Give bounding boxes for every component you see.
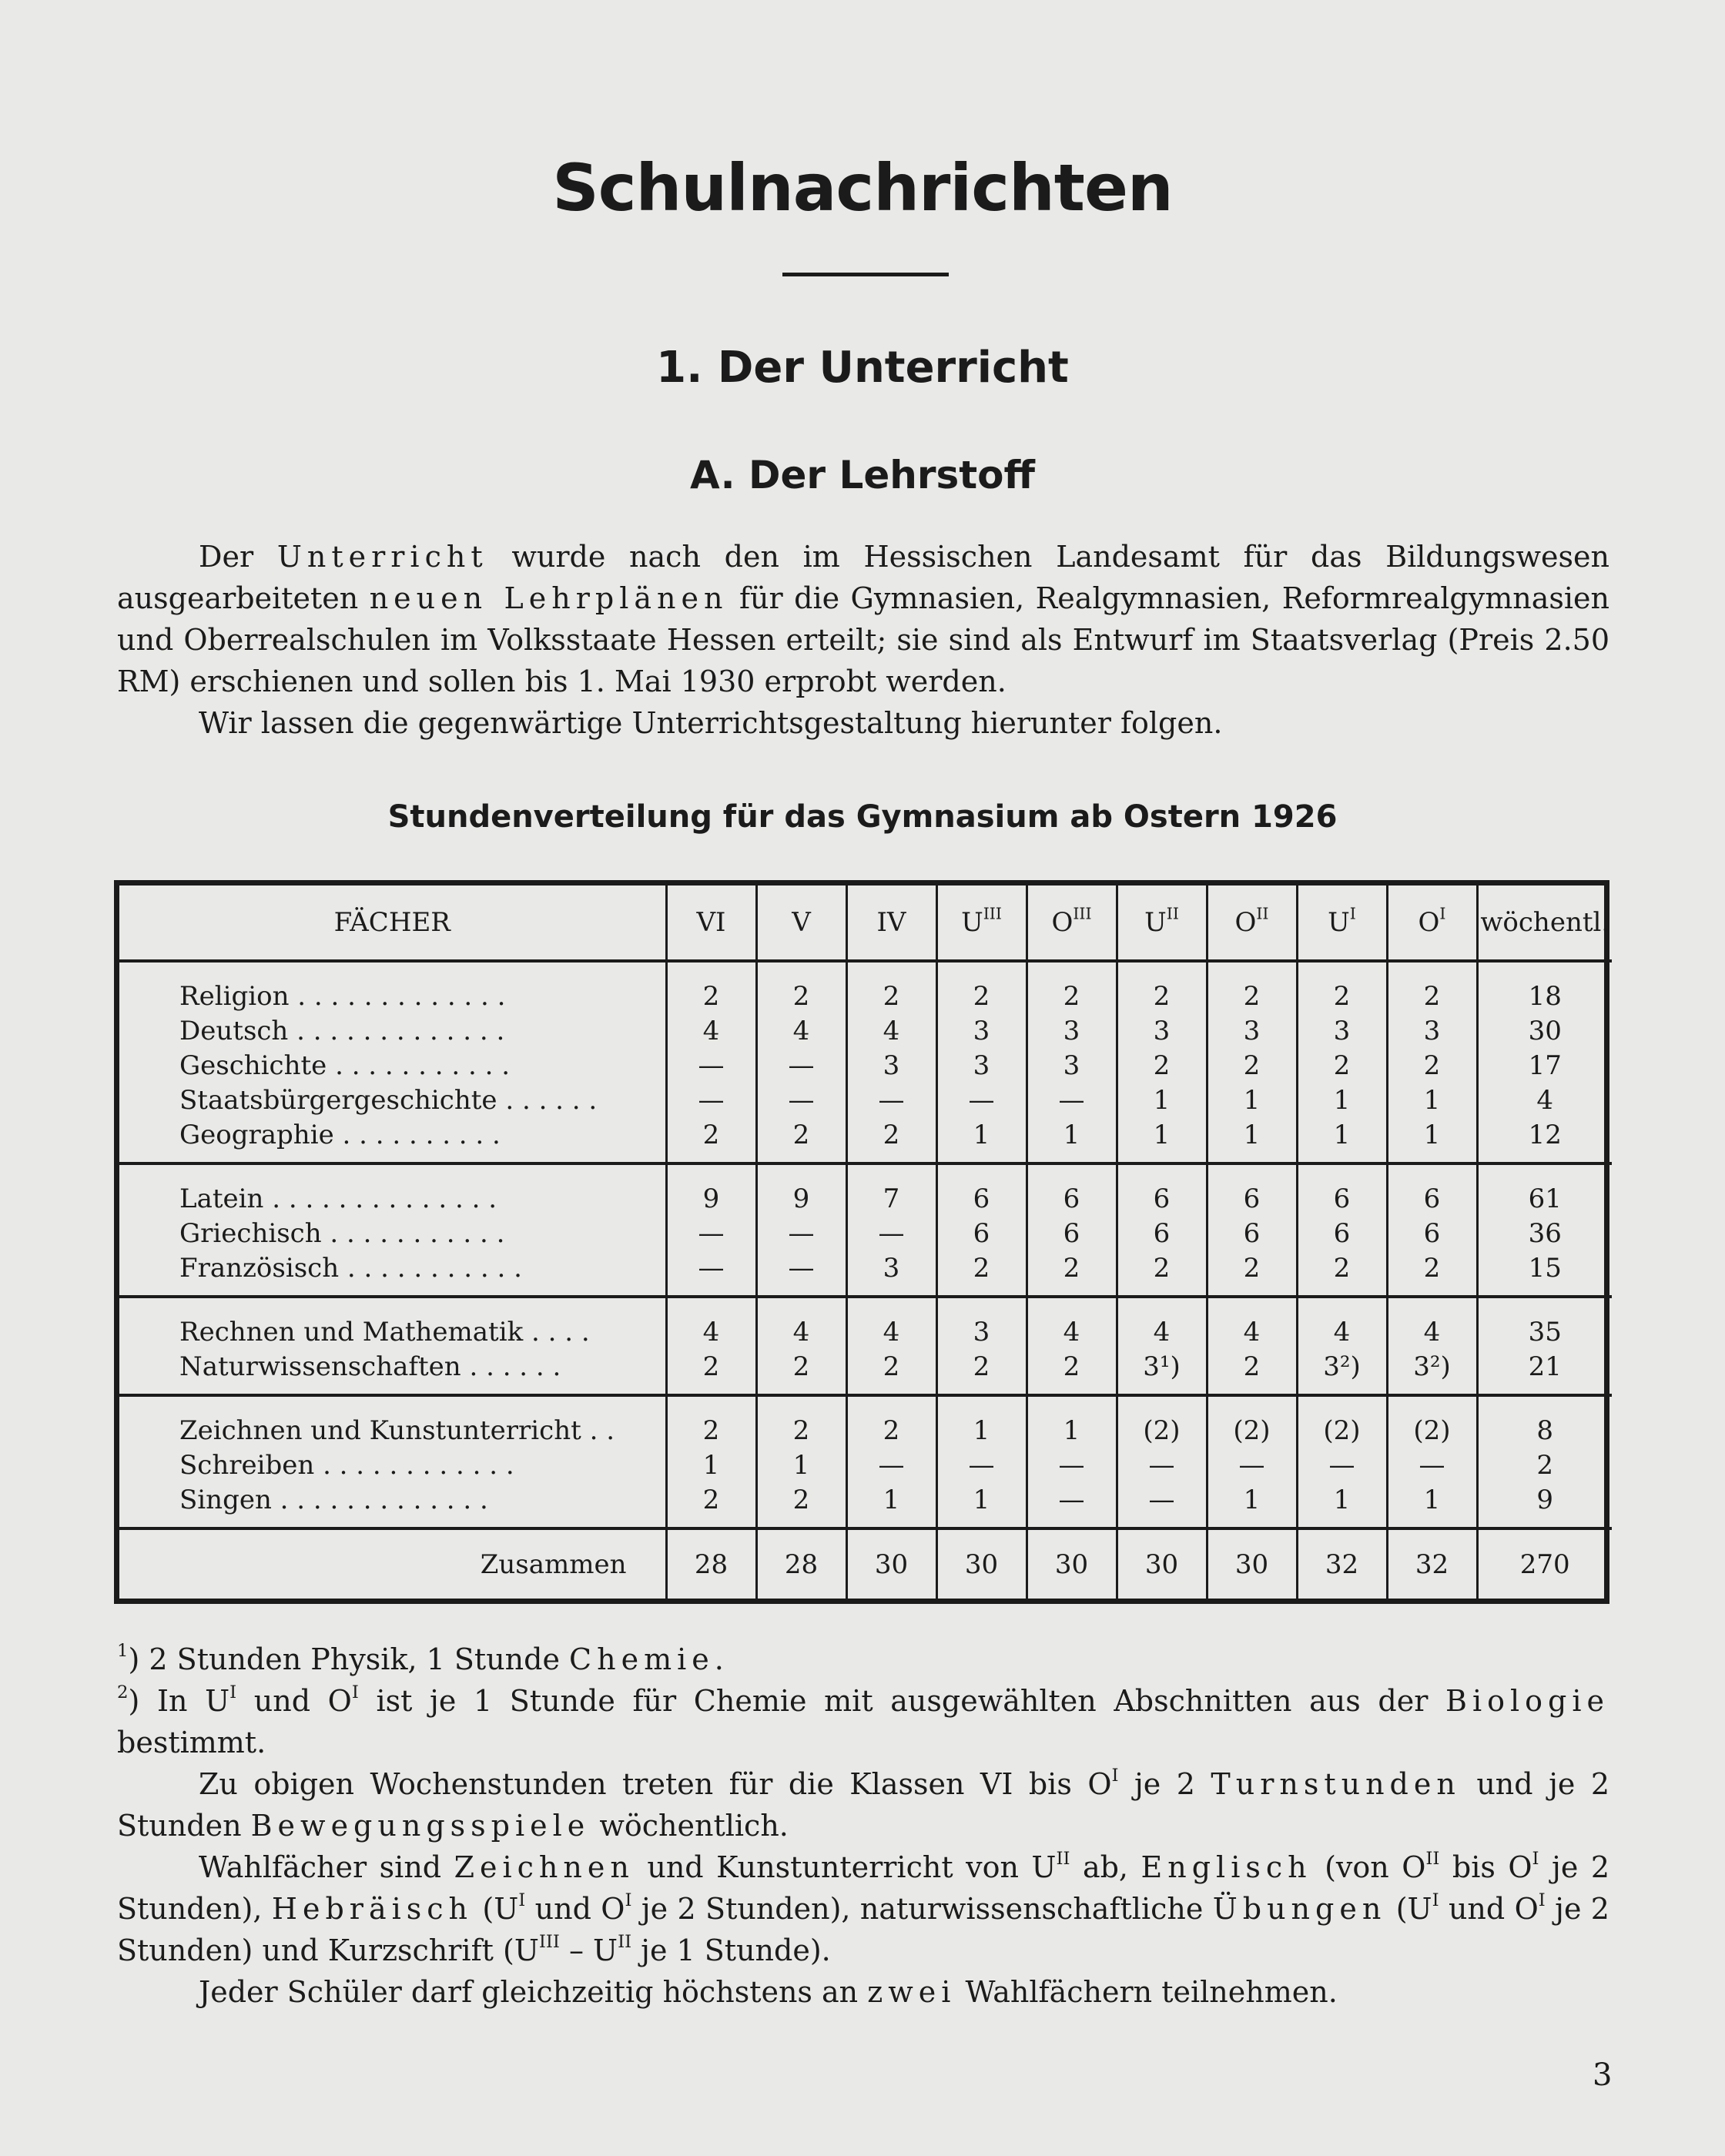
hours-value: 2 — [1423, 1253, 1441, 1284]
hours-column — [1207, 1395, 1297, 1528]
hours-column — [846, 961, 936, 1163]
intro-paragraph-2: Wir lassen die gegenwärtige Unterrichtsgestaltung hierunter folgen. — [199, 706, 1223, 740]
subject-cell — [119, 1297, 666, 1395]
hours-value: 3 — [883, 1253, 900, 1284]
hours-value: 2 — [1423, 1050, 1441, 1081]
weekly-total: 8 — [1536, 1415, 1554, 1446]
class-total: 30 — [846, 1528, 936, 1599]
hours-value: (2) — [1233, 1415, 1271, 1446]
hours-value: 1 — [792, 1450, 810, 1481]
weekly-total: 12 — [1528, 1120, 1562, 1150]
hours-column — [936, 961, 1027, 1163]
hours-value: 4 — [1153, 1317, 1171, 1348]
hours-value: — — [788, 1218, 815, 1249]
paragraph-turnstunden: Zu obigen Wochenstunden treten für die Klassen VI bis $O^I$ je 2 Turnstunden und je 2 Stunden Bewegungsspiele wöchentlich. — [117, 1765, 1609, 1843]
weekly-total: 30 — [1528, 1016, 1562, 1046]
hours-value: 2 — [1063, 981, 1080, 1012]
hours-column — [936, 1395, 1027, 1528]
hours-value: 6 — [1153, 1183, 1171, 1214]
hours-value: — — [878, 1450, 905, 1481]
hours-value: (2) — [1413, 1415, 1451, 1446]
hours-value: 2 — [1153, 981, 1171, 1012]
hours-value: 2 — [883, 1351, 900, 1382]
class-total: 32 — [1387, 1528, 1477, 1599]
hours-value: 6 — [973, 1183, 990, 1214]
class-header: $O^{II}$ — [1207, 886, 1297, 961]
table-title: Stundenverteilung für das Gymnasium ab Ostern 1926 — [387, 799, 1338, 835]
subject-name: Griechisch . . . . . . . . . . . — [179, 1218, 505, 1249]
total-label: Zusammen — [480, 1549, 627, 1580]
weekly-total: 4 — [1536, 1085, 1554, 1116]
hours-value: (2) — [1143, 1415, 1181, 1446]
class-header: V — [756, 886, 846, 961]
subject-group — [119, 961, 1612, 1163]
hours-value: 4 — [1333, 1317, 1351, 1348]
hours-value: — — [1058, 1485, 1085, 1515]
page-title: Schulnachrichten — [552, 150, 1173, 226]
hours-column — [756, 1395, 846, 1528]
subject-name: Zeichnen und Kunstunterricht . . — [179, 1415, 615, 1446]
title-divider — [782, 273, 949, 276]
hours-value: 2 — [1423, 981, 1441, 1012]
hours-value: 2 — [1243, 1351, 1261, 1382]
footnote-1: $^1$) 2 Stunden Physik, 1 Stunde Chemie. — [117, 1640, 724, 1676]
hours-value: 2 — [702, 1415, 720, 1446]
hours-value: 1 — [1063, 1120, 1080, 1150]
hours-column — [846, 1297, 936, 1395]
hours-value: 1 — [1423, 1085, 1441, 1116]
hours-value: 2 — [1153, 1050, 1171, 1081]
class-total: 30 — [1117, 1528, 1207, 1599]
class-header: $U^{III}$ — [936, 886, 1027, 961]
hours-column — [1027, 1163, 1117, 1297]
hours-value: 3²) — [1323, 1351, 1361, 1382]
footnotes-block — [117, 1639, 1609, 2013]
subject-name: Singen . . . . . . . . . . . . . — [179, 1485, 488, 1515]
schedule-table-frame — [114, 880, 1609, 1604]
hours-value: 2 — [883, 981, 900, 1012]
hours-column — [1297, 1395, 1387, 1528]
hours-column — [666, 1163, 756, 1297]
footnote-2: $^2$) In $U^I$ und $O^I$ ist je 1 Stunde für Chemie mit ausgewählten Abschnitten aus der Biologie bestimmt. — [117, 1682, 1609, 1759]
hours-value: 3 — [1063, 1050, 1080, 1081]
hours-value: 1 — [1333, 1120, 1351, 1150]
total-row — [119, 1528, 1612, 1599]
hours-value: — — [698, 1085, 725, 1116]
hours-value: 1 — [1333, 1485, 1351, 1515]
hours-value: 9 — [792, 1183, 810, 1214]
hours-value: 6 — [1063, 1183, 1080, 1214]
subject-name: Latein . . . . . . . . . . . . . . — [179, 1183, 497, 1214]
hours-value: 1 — [973, 1415, 990, 1446]
hours-value: 6 — [1423, 1183, 1441, 1214]
weekly-total: 2 — [1536, 1450, 1554, 1481]
hours-value: 2 — [1333, 1050, 1351, 1081]
class-total: 28 — [756, 1528, 846, 1599]
hours-value: 3 — [883, 1050, 900, 1081]
hours-value: 2 — [1063, 1253, 1080, 1284]
subject-group — [119, 1395, 1612, 1528]
weekly-total: 61 — [1528, 1183, 1562, 1214]
paragraph-wahlfaecher: Wahlfächer sind Zeichnen und Kunstunterricht von $U^{II}$ ab, Englisch (von $O^{II}$ bis $O^I$ je 2 Stunden), Hebräisch ($U^I$ und $O^I$ je 2 Stunden), naturwissenschaftliche Übungen ($U^I$ und $O^I$ je 2 Stunden) und Kurzschrift ($U^{III} - U^{II}$ je 1 Stunde). — [117, 1848, 1609, 1967]
class-header: $U^{II}$ — [1117, 886, 1207, 961]
weekly-column — [1477, 961, 1612, 1163]
hours-value: 4 — [1423, 1317, 1441, 1348]
subject-name: Geographie . . . . . . . . . . — [179, 1120, 501, 1150]
hours-value: — — [1419, 1450, 1445, 1481]
hours-value: 2 — [1063, 1351, 1080, 1382]
hours-value: 3²) — [1413, 1351, 1451, 1382]
hours-value: 1 — [973, 1485, 990, 1515]
hours-column — [666, 961, 756, 1163]
hours-value: — — [1328, 1450, 1355, 1481]
hours-value: 1 — [1153, 1085, 1171, 1116]
class-total: 32 — [1297, 1528, 1387, 1599]
hours-column — [1117, 1395, 1207, 1528]
subject-name: Staatsbürgergeschichte . . . . . . — [179, 1085, 598, 1116]
hours-value: 1 — [1243, 1120, 1261, 1150]
hours-column — [936, 1297, 1027, 1395]
hours-value: 6 — [1333, 1218, 1351, 1249]
hours-value: 2 — [792, 981, 810, 1012]
hours-column — [1117, 961, 1207, 1163]
subject-cell — [119, 1163, 666, 1297]
hours-value: 2 — [1243, 1253, 1261, 1284]
hours-value: — — [968, 1450, 995, 1481]
hours-value: 2 — [792, 1120, 810, 1150]
hours-value: 2 — [702, 981, 720, 1012]
class-total: 30 — [1027, 1528, 1117, 1599]
hours-value: 6 — [1243, 1218, 1261, 1249]
subject-name: Französisch . . . . . . . . . . . — [179, 1253, 522, 1284]
hours-value: 6 — [1423, 1218, 1441, 1249]
hours-value: (2) — [1323, 1415, 1361, 1446]
hours-value: 3 — [973, 1016, 990, 1046]
hours-value: 3 — [973, 1050, 990, 1081]
hours-value: — — [878, 1085, 905, 1116]
hours-column — [1297, 1297, 1387, 1395]
class-total: 28 — [666, 1528, 756, 1599]
hours-value: 6 — [973, 1218, 990, 1249]
hours-column — [1027, 961, 1117, 1163]
hours-value: — — [968, 1085, 995, 1116]
class-total: 30 — [1207, 1528, 1297, 1599]
page-number: 3 — [1593, 2057, 1613, 2093]
hours-value: — — [788, 1050, 815, 1081]
hours-column — [846, 1163, 936, 1297]
class-header: $U^I$ — [1297, 886, 1387, 961]
class-header: VI — [666, 886, 756, 961]
weekly-column — [1477, 1163, 1612, 1297]
hours-column — [1027, 1395, 1117, 1528]
hours-value: 2 — [1243, 981, 1261, 1012]
subject-cell — [119, 961, 666, 1163]
hours-value: 2 — [973, 1253, 990, 1284]
weekly-total: 35 — [1528, 1317, 1562, 1348]
hours-value: 2 — [1243, 1050, 1261, 1081]
hours-column — [1387, 961, 1477, 1163]
hours-value: — — [1058, 1085, 1085, 1116]
hours-value: 3 — [1243, 1016, 1261, 1046]
hours-column — [1207, 1297, 1297, 1395]
weekly-column — [1477, 1395, 1612, 1528]
hours-column — [1117, 1163, 1207, 1297]
subject-group — [119, 1163, 1612, 1297]
hours-value: 9 — [702, 1183, 720, 1214]
hours-column — [756, 1163, 846, 1297]
weekly-total: 15 — [1528, 1253, 1562, 1284]
hours-value: 4 — [702, 1016, 720, 1046]
hours-value: 2 — [973, 981, 990, 1012]
hours-value: 1 — [1243, 1485, 1261, 1515]
subject-cell — [119, 1395, 666, 1528]
hours-value: 7 — [883, 1183, 900, 1214]
hours-value: 4 — [792, 1317, 810, 1348]
hours-value: — — [698, 1050, 725, 1081]
class-header: $O^{III}$ — [1027, 886, 1117, 961]
hours-column — [1207, 961, 1297, 1163]
hours-column — [756, 961, 846, 1163]
class-header: $O^I$ — [1387, 886, 1477, 961]
table-header-row — [119, 886, 1612, 961]
hours-value: 4 — [702, 1317, 720, 1348]
hours-value: 2 — [792, 1415, 810, 1446]
hours-value: — — [788, 1085, 815, 1116]
schedule-table — [119, 886, 1612, 1599]
hours-value: — — [1148, 1485, 1175, 1515]
hours-value: 4 — [1243, 1317, 1261, 1348]
hours-value: 3 — [1423, 1016, 1441, 1046]
subject-group — [119, 1297, 1612, 1395]
subject-name: Naturwissenschaften . . . . . . — [179, 1351, 561, 1382]
subject-name: Schreiben . . . . . . . . . . . . — [179, 1450, 514, 1481]
subject-name: Deutsch . . . . . . . . . . . . . — [179, 1016, 505, 1046]
hours-value: 3 — [1063, 1016, 1080, 1046]
grand-total: 270 — [1477, 1528, 1612, 1599]
hours-value: 2 — [702, 1485, 720, 1515]
hours-value: 4 — [1063, 1317, 1080, 1348]
hours-value: 3 — [1153, 1016, 1171, 1046]
hours-value: 2 — [1333, 1253, 1351, 1284]
weekly-column — [1477, 1297, 1612, 1395]
weekly-total: 21 — [1528, 1351, 1562, 1382]
hours-value: 1 — [1333, 1085, 1351, 1116]
hours-value: 6 — [1333, 1183, 1351, 1214]
hours-column — [1117, 1297, 1207, 1395]
hours-column — [936, 1163, 1027, 1297]
hours-value: 2 — [702, 1351, 720, 1382]
hours-column — [1297, 961, 1387, 1163]
intro-text — [117, 536, 1609, 744]
weekly-header: wöchentl. — [1477, 886, 1612, 961]
hours-value: 1 — [1063, 1415, 1080, 1446]
hours-value: 4 — [883, 1317, 900, 1348]
paragraph-max-wahlfaecher: Jeder Schüler darf gleichzeitig höchstens an zwei Wahlfächern teilnehmen. — [199, 1975, 1338, 2009]
hours-column — [666, 1297, 756, 1395]
section-heading: 1. Der Unterricht — [656, 343, 1069, 393]
subject-name: Geschichte . . . . . . . . . . . — [179, 1050, 511, 1081]
weekly-total: 18 — [1528, 981, 1562, 1012]
hours-column — [666, 1395, 756, 1528]
hours-value: — — [698, 1218, 725, 1249]
hours-value: 3 — [973, 1317, 990, 1348]
hours-value: — — [878, 1218, 905, 1249]
hours-value: 6 — [1063, 1218, 1080, 1249]
class-total: 30 — [936, 1528, 1027, 1599]
hours-value: 6 — [1243, 1183, 1261, 1214]
hours-column — [846, 1395, 936, 1528]
weekly-total: 9 — [1536, 1485, 1554, 1515]
hours-column — [1387, 1395, 1477, 1528]
hours-value: 2 — [883, 1415, 900, 1446]
subsection-heading: A. Der Lehrstoff — [689, 453, 1036, 497]
hours-value: 2 — [792, 1351, 810, 1382]
hours-value: 1 — [1423, 1120, 1441, 1150]
hours-column — [756, 1297, 846, 1395]
hours-value: 1 — [1153, 1120, 1171, 1150]
hours-value: 6 — [1153, 1218, 1171, 1249]
hours-value: — — [698, 1253, 725, 1284]
hours-value: 1 — [1243, 1085, 1261, 1116]
hours-column — [1387, 1163, 1477, 1297]
subject-name: Rechnen und Mathematik . . . . — [179, 1317, 590, 1348]
hours-value: — — [1238, 1450, 1265, 1481]
hours-value: 2 — [1153, 1253, 1171, 1284]
hours-value: 2 — [792, 1485, 810, 1515]
hours-value: — — [1148, 1450, 1175, 1481]
hours-value: 1 — [702, 1450, 720, 1481]
hours-column — [1297, 1163, 1387, 1297]
hours-value: 4 — [792, 1016, 810, 1046]
hours-value: 2 — [973, 1351, 990, 1382]
hours-value: 2 — [1333, 981, 1351, 1012]
hours-value: 2 — [883, 1120, 900, 1150]
weekly-total: 36 — [1528, 1218, 1562, 1249]
hours-value: 2 — [702, 1120, 720, 1150]
hours-value: 3 — [1333, 1016, 1351, 1046]
hours-value: 4 — [883, 1016, 900, 1046]
hours-column — [1027, 1297, 1117, 1395]
hours-value: — — [788, 1253, 815, 1284]
class-header: IV — [846, 886, 936, 961]
intro-paragraph-1: Der Unterricht wurde nach den im Hessischen Landesamt für das Bildungswesen ausgearbeiteten neuen Lehrplänen für die Gymnasien, Realgymnasien, Reformrealgymnasien und Oberrealschulen im Volksstaate Hessen erteilt; sie sind als Entwurf im Staatsverlag (Preis 2.50 RM) erschienen und sollen bis 1. Mai 1930 erprobt werden. — [117, 540, 1609, 698]
hours-value: 1 — [883, 1485, 900, 1515]
hours-column — [1387, 1297, 1477, 1395]
weekly-total: 17 — [1528, 1050, 1562, 1081]
hours-value: — — [1058, 1450, 1085, 1481]
hours-value: 3¹) — [1143, 1351, 1181, 1382]
subject-name: Religion . . . . . . . . . . . . . — [179, 981, 506, 1012]
hours-value: 1 — [973, 1120, 990, 1150]
hours-column — [1207, 1163, 1297, 1297]
subject-header: FÄCHER — [119, 886, 666, 961]
hours-value: 1 — [1423, 1485, 1441, 1515]
